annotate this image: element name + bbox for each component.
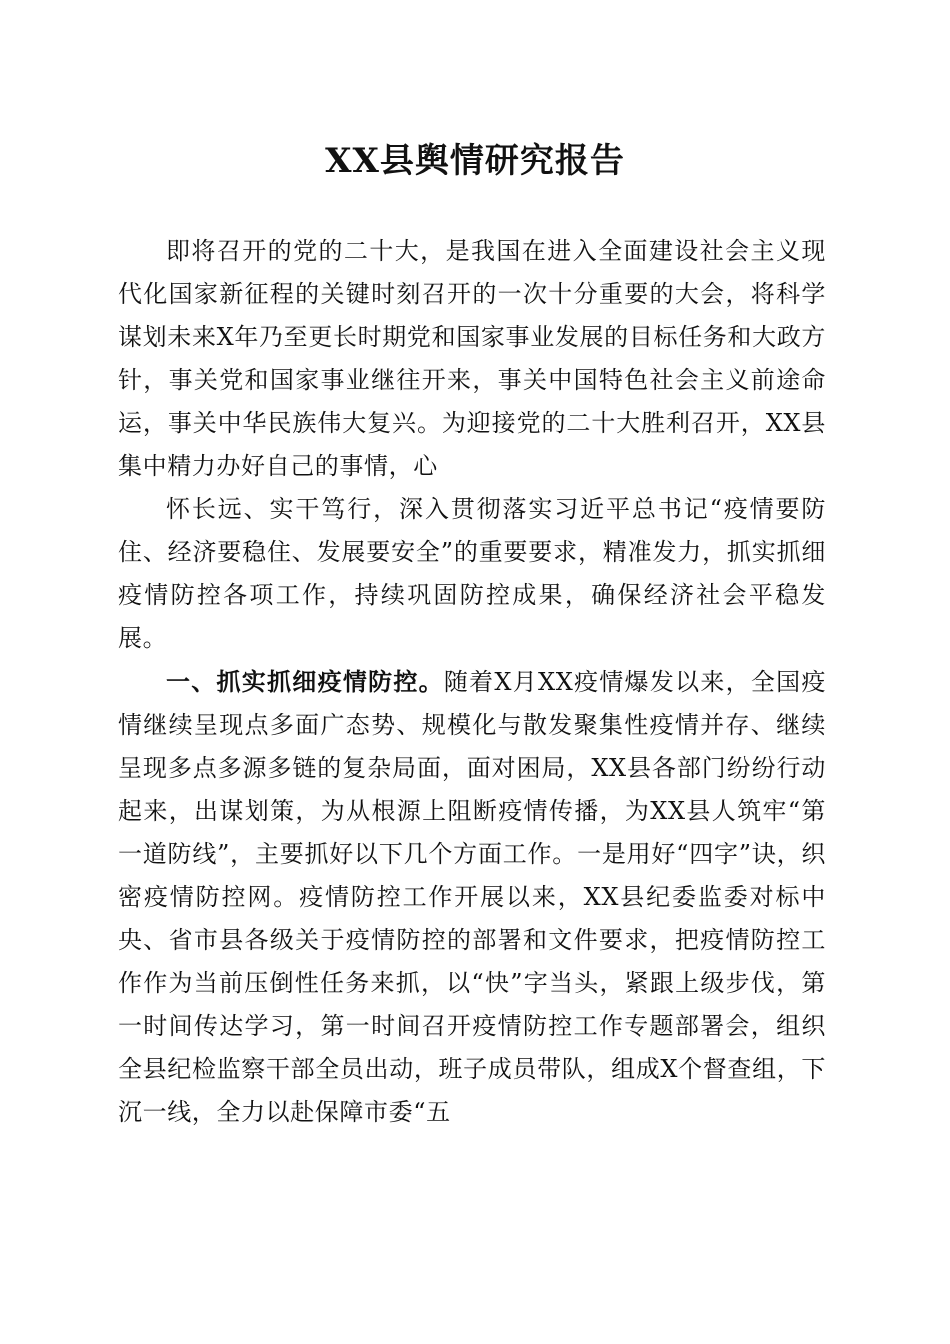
document-body (118, 230, 826, 1134)
paragraph-text: 随着X月XX疫情爆发以来，全国疫情继续呈现点多面广态势、规模化与散发聚集性疫情并存、继续呈现多点多源多链的复杂局面，面对困局，XX县各部门纷纷行动起来，出谋划策，为从根源上阻断疫情传播，为XX县人筑牢“第一道防线”，主要抓好以下几个方面工作。一是用好“四字”诀，织密疫情防控网。疫情防控工作开展以来，XX县纪委监委对标中央、省市县各级关于疫情防控的部署和文件要求，把疫情防控工作作为当前压倒性任务来抓，以“快”字当头，紧跟上级步伐，第一时间传达学习，第一时间召开疫情防控工作专题部署会，组织全县纪检监察干部全员出动，班子成员带队，组成X个督查组，下沉一线，全力以赴保障市委“五 (118, 668, 826, 1126)
document-title: XX县舆情研究报告 (325, 141, 625, 181)
paragraph-continuation (118, 488, 826, 660)
paragraph-section-one (118, 660, 826, 1134)
paragraph-intro (118, 230, 826, 488)
paragraph-text: 即将召开的党的二十大，是我国在进入全面建设社会主义现代化国家新征程的关键时刻召开的一次十分重要的大会，将科学谋划未来X年乃至更长时期党和国家事业发展的目标任务和大政方针，事关党和国家事业继往开来，事关中国特色社会主义前途命运，事关中华民族伟大复兴。为迎接党的二十大胜利召开，XX县集中精力办好自己的事情，心 (118, 237, 826, 480)
paragraph-text: 怀长远、实干笃行，深入贯彻落实习近平总书记“疫情要防住、经济要稳住、发展要安全”的重要要求，精准发力，抓实抓细疫情防控各项工作，持续巩固防控成果，确保经济社会平稳发展。 (118, 495, 826, 652)
section-heading: 一、抓实抓细疫情防控。 (166, 667, 444, 696)
